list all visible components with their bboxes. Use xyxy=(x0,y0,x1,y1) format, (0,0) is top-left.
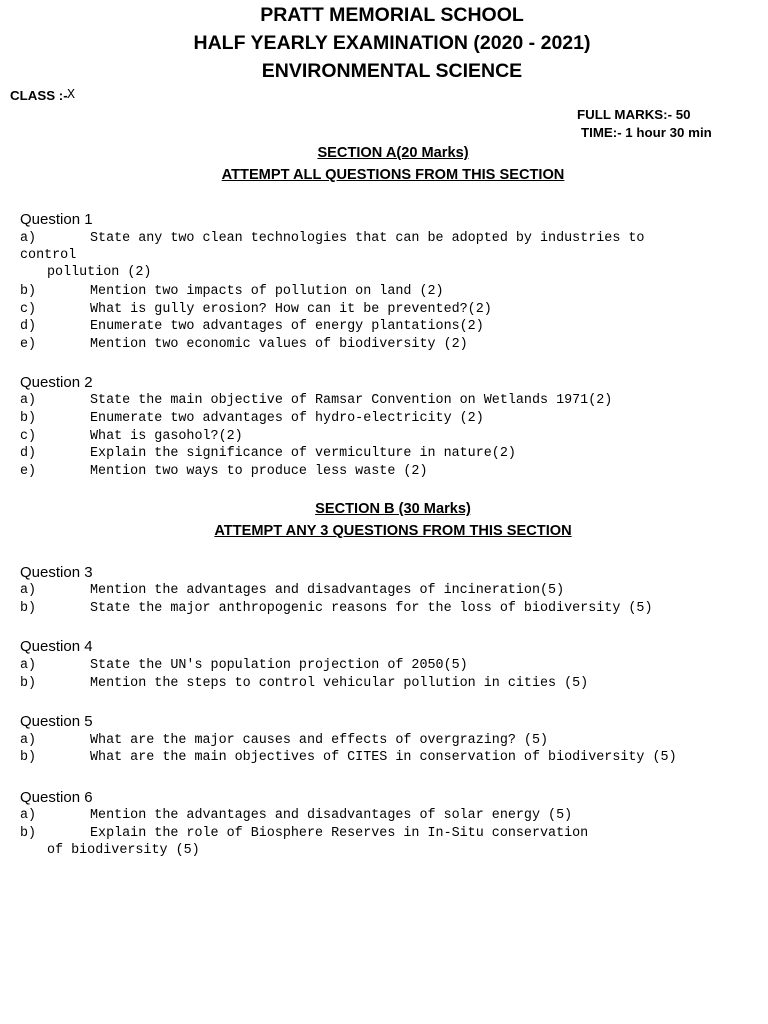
item-label: a) xyxy=(20,658,37,673)
item-text: Mention the advantages and disadvantages of solar energy (5) xyxy=(90,808,573,823)
subject-title: ENVIRONMENTAL SCIENCE xyxy=(261,60,523,82)
question-2a xyxy=(20,392,612,410)
question-3b xyxy=(20,600,653,618)
section-b-instruction: ATTEMPT ANY 3 QUESTIONS FROM THIS SECTION xyxy=(214,523,572,539)
section-b-title: SECTION B (30 Marks) xyxy=(315,501,471,517)
question-6-heading: Question 6 xyxy=(20,789,93,806)
item-label: b) xyxy=(20,601,37,616)
class-value: X xyxy=(67,88,76,103)
item-text: Explain the significance of vermiculture in nature(2) xyxy=(90,446,516,461)
question-5-heading: Question 5 xyxy=(20,713,93,730)
class-label: CLASS :- xyxy=(10,88,68,103)
question-6a xyxy=(20,807,572,825)
section-a-title: SECTION A(20 Marks) xyxy=(317,145,469,161)
item-label: d) xyxy=(20,319,37,334)
question-1a-wrap-2: pollution (2) xyxy=(47,265,152,280)
section-a-instruction: ATTEMPT ALL QUESTIONS FROM THIS SECTION xyxy=(221,167,565,183)
item-label: b) xyxy=(20,284,37,299)
question-4a xyxy=(20,657,468,675)
question-2d xyxy=(20,445,516,463)
question-4-heading: Question 4 xyxy=(20,638,93,655)
question-4b xyxy=(20,675,588,693)
question-1c xyxy=(20,301,492,319)
question-5b xyxy=(20,749,677,767)
item-label: a) xyxy=(20,583,37,598)
item-text: State the UN's population projection of 2050(5) xyxy=(90,658,468,673)
item-text: Explain the role of Biosphere Reserves in In-Situ conservation xyxy=(90,826,589,841)
item-label: a) xyxy=(20,231,37,246)
item-label: e) xyxy=(20,337,37,352)
item-text: What is gasohol?(2) xyxy=(90,429,243,444)
item-text: State the major anthropogenic reasons for the loss of biodiversity (5) xyxy=(90,601,653,616)
item-text: What is gully erosion? How can it be prevented?(2) xyxy=(90,302,492,317)
item-label: b) xyxy=(20,750,37,765)
item-text: Mention two economic values of biodiversity (2) xyxy=(90,337,468,352)
item-label: c) xyxy=(20,302,37,317)
item-label: b) xyxy=(20,676,37,691)
item-label: b) xyxy=(20,826,37,841)
item-text: Mention the steps to control vehicular pollution in cities (5) xyxy=(90,676,589,691)
question-2-heading: Question 2 xyxy=(20,374,93,391)
question-1d xyxy=(20,318,484,336)
item-text: Mention two impacts of pollution on land (2) xyxy=(90,284,444,299)
item-label: a) xyxy=(20,393,37,408)
exam-title: HALF YEARLY EXAMINATION (2020 - 2021) xyxy=(193,32,591,54)
question-1b xyxy=(20,283,444,301)
question-2c xyxy=(20,428,243,446)
item-text: Mention the advantages and disadvantages of incineration(5) xyxy=(90,583,565,598)
item-text: Mention two ways to produce less waste (2) xyxy=(90,464,428,479)
item-text: Enumerate two advantages of energy plantations(2) xyxy=(90,319,484,334)
question-5a xyxy=(20,732,548,750)
question-3a xyxy=(20,582,564,600)
item-text: State any two clean technologies that can be adopted by industries to xyxy=(90,231,645,246)
item-text: What are the major causes and effects of overgrazing? (5) xyxy=(90,733,549,748)
item-label: a) xyxy=(20,733,37,748)
question-1a-wrap-1: control xyxy=(20,248,77,263)
item-text: Enumerate two advantages of hydro-electricity (2) xyxy=(90,411,484,426)
question-1-heading: Question 1 xyxy=(20,211,93,228)
question-1a xyxy=(20,230,644,248)
question-3-heading: Question 3 xyxy=(20,564,93,581)
full-marks: FULL MARKS:- 50 xyxy=(577,107,691,122)
school-name: PRATT MEMORIAL SCHOOL xyxy=(260,4,524,26)
question-6b xyxy=(20,825,588,843)
question-2b xyxy=(20,410,484,428)
item-text: State the main objective of Ramsar Convention on Wetlands 1971(2) xyxy=(90,393,613,408)
question-1e xyxy=(20,336,468,354)
exam-time: TIME:- 1 hour 30 min xyxy=(581,125,712,140)
item-label: a) xyxy=(20,808,37,823)
item-label: b) xyxy=(20,411,37,426)
question-6b-wrap: of biodiversity (5) xyxy=(47,843,200,858)
item-label: e) xyxy=(20,464,37,479)
question-2e xyxy=(20,463,428,481)
item-label: c) xyxy=(20,429,37,444)
item-label: d) xyxy=(20,446,37,461)
item-text: What are the main objectives of CITES in conservation of biodiversity (5) xyxy=(90,750,677,765)
